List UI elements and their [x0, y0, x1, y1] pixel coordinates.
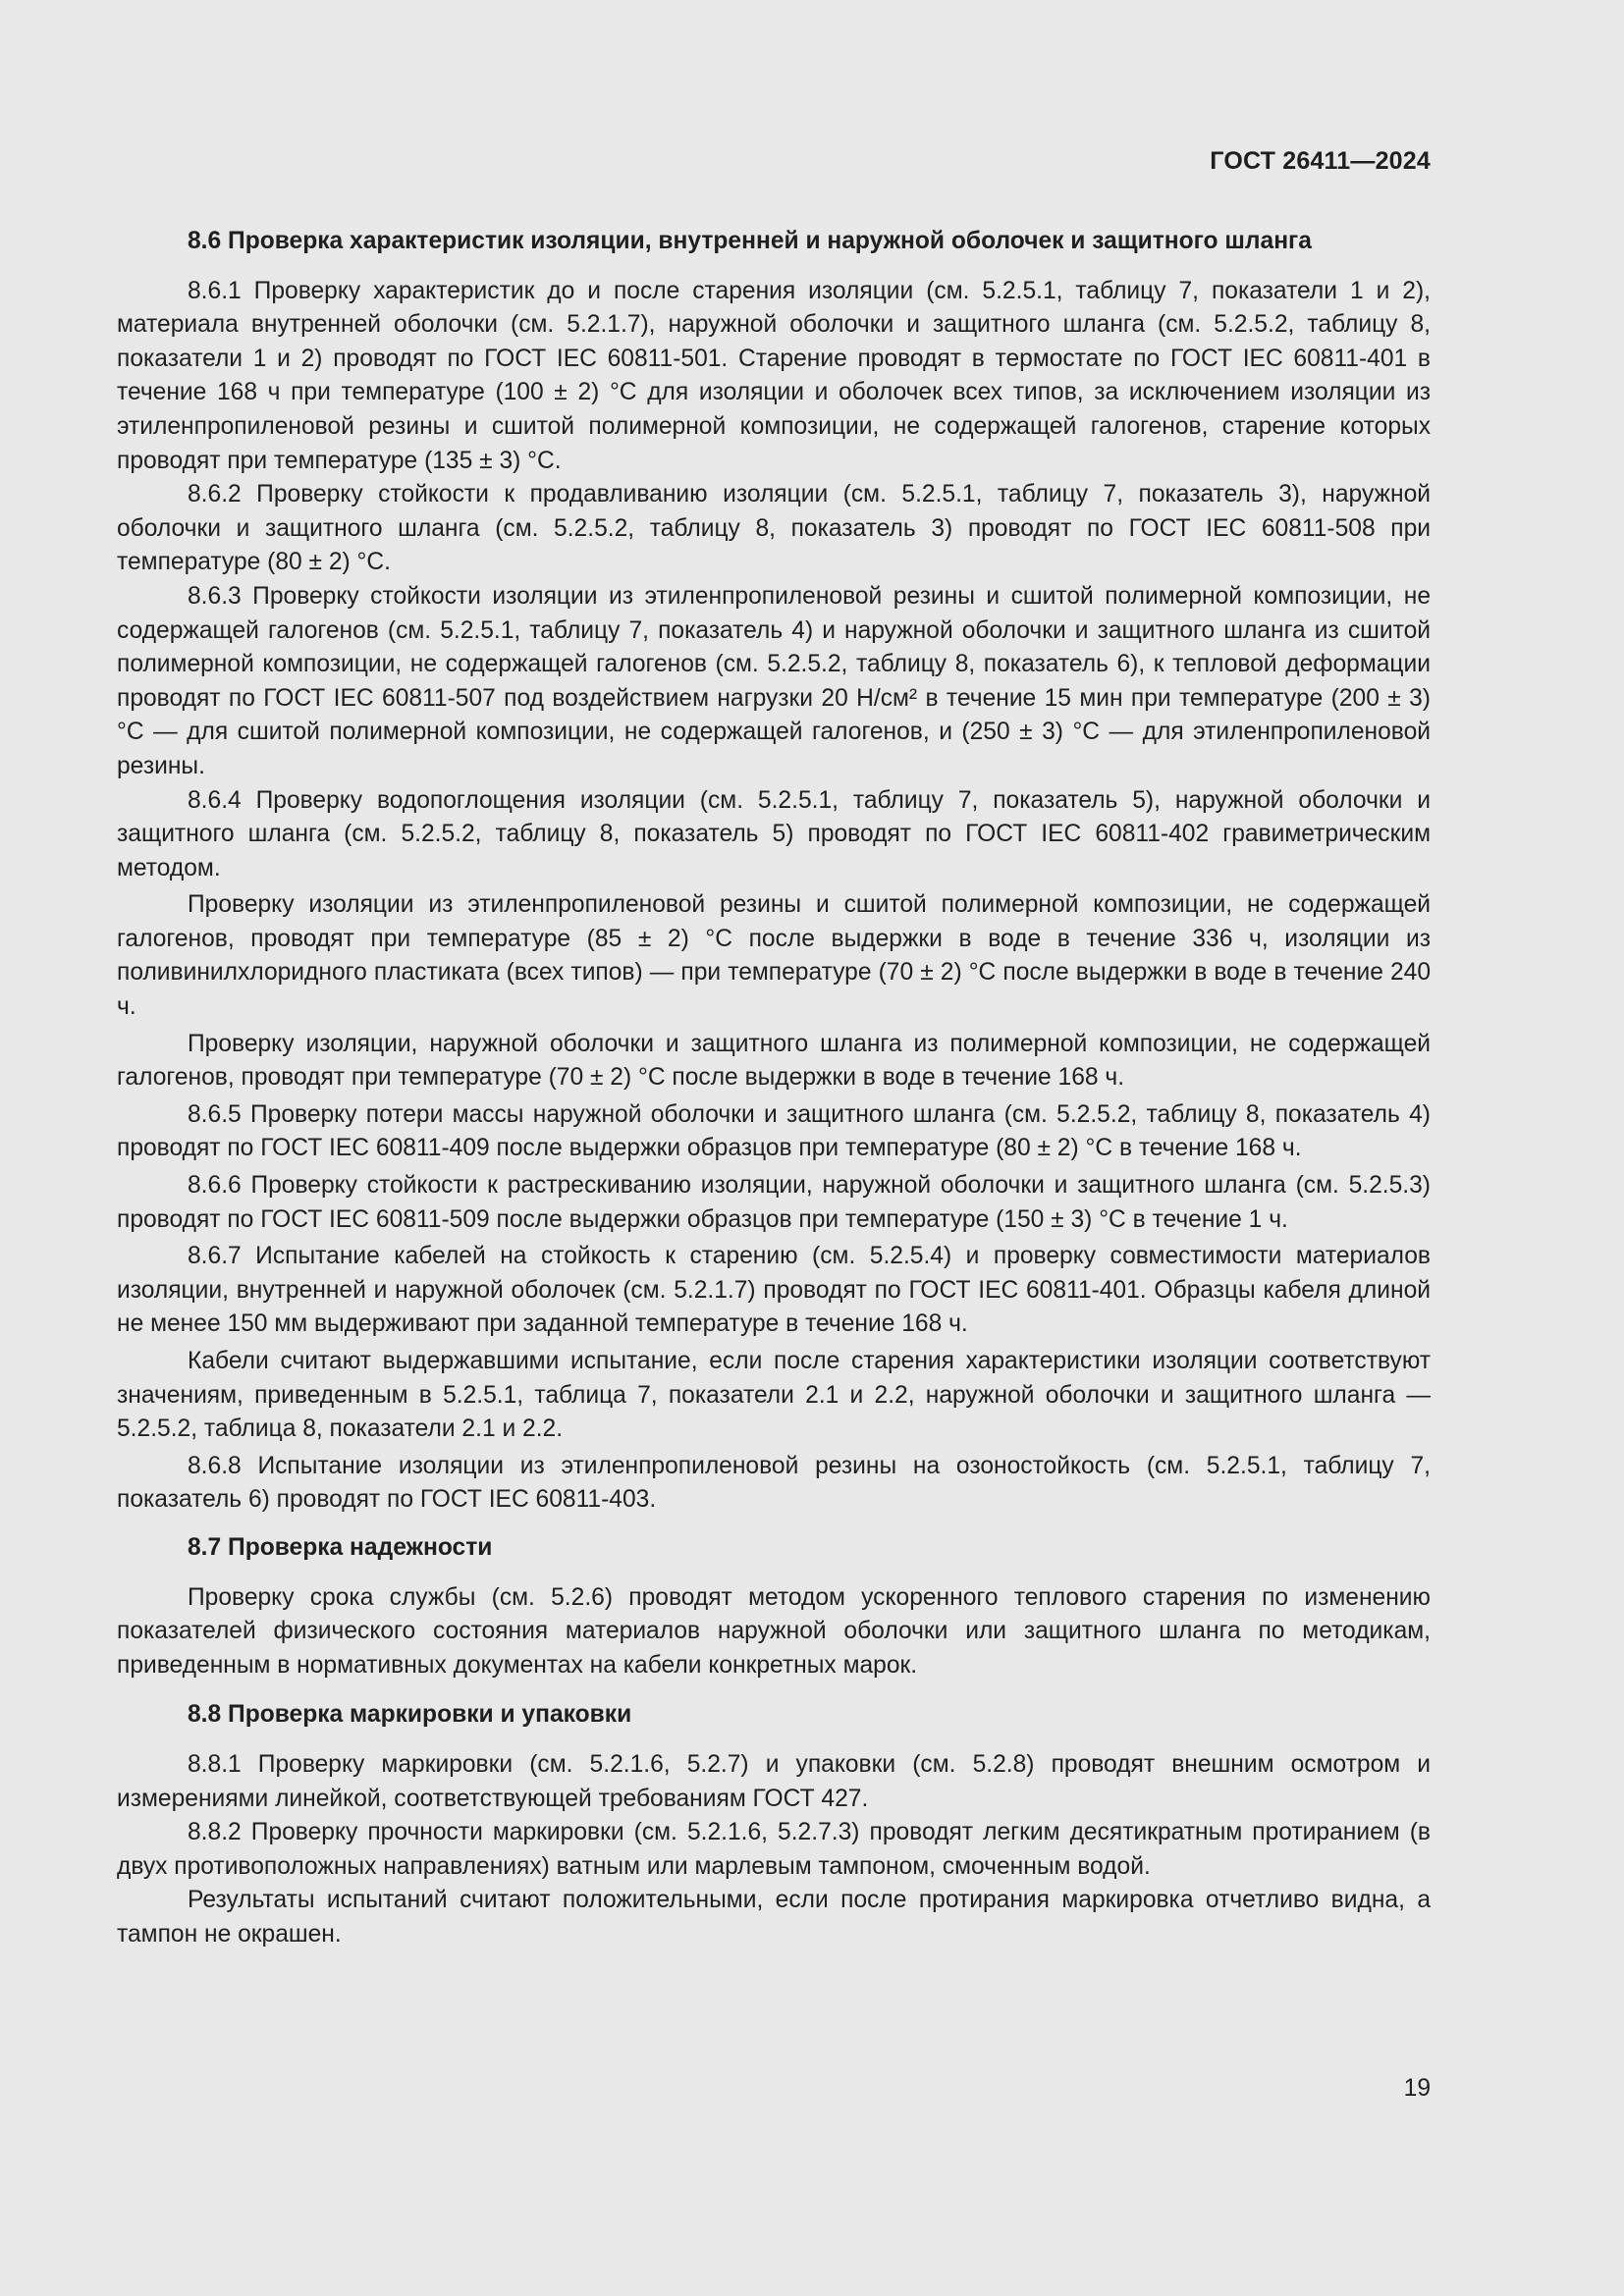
paragraph-8-6-1: 8.6.1 Проверку характеристик до и после старения изоляции (см. 5.2.5.1, таблицу 7, показатели 1 и 2), материала внутренней оболочки (см. 5.2.1.7), наружной оболочки и защитного шланга (см. 5.2.5.2, таблицу 8, показатели 1 и 2) проводят по ГОСТ IEC 60811-501. Старение проводят в термостате по ГОСТ IEC 60811-401 в течение 168 ч при температуре (100 ± 2) °С для изоляции и оболочек всех типов, за исключением изоляции из этиленпропиленовой резины и сшитой полимерной композиции, не содержащей галогенов, старение которых проводят при температуре (135 ± 3) °С.: [117, 277, 1431, 474]
section-heading-8-8: 8.8 Проверка маркировки и упаковки: [188, 1701, 632, 1729]
paragraph-water-absorption-epr: Проверку изоляции из этиленпропиленовой резины и сшитой полимерной композиции, не содержащей галогенов, проводят при температуре (85 ± 2) °С после выдержки в воде в течение 336 ч, изоляции из поливинилхлоридного пластиката (всех типов) — при температуре (70 ± 2) °С после выдержки в воде в течение 240 ч.: [117, 891, 1431, 1021]
paragraph-8-6-2: 8.6.2 Проверку стойкости к продавливанию изоляции (см. 5.2.5.1, таблицу 7, показатель 3), наружной оболочки и защитного шланга (см. 5.2.5.2, таблицу 8, показатель 3) проводят по ГОСТ IEC 60811-508 при температуре (80 ± 2) °С.: [117, 481, 1431, 576]
paragraph-8-6-4: 8.6.4 Проверку водопоглощения изоляции (см. 5.2.5.1, таблицу 7, показатель 5), наружной оболочки и защитного шланга (см. 5.2.5.2, таблицу 8, показатель 5) проводят по ГОСТ IEC 60811-402 гравиметрическим методом.: [117, 786, 1431, 881]
document-body: [117, 225, 1431, 1952]
paragraph-water-absorption-halogen-free: Проверку изоляции, наружной оболочки и защитного шланга из полимерной композиции, не содержащей галогенов, проводят при температуре (70 ± 2) °С после выдержки в воде в течение 168 ч.: [117, 1030, 1431, 1092]
section-heading-8-7: 8.7 Проверка надежности: [188, 1533, 493, 1561]
paragraph-reliability: Проверку срока службы (см. 5.2.6) проводят методом ускоренного теплового старения по изменению показателей физического состояния материалов наружной оболочки или защитного шланга по методикам, приведенным в нормативных документах на кабели конкретных марок.: [117, 1583, 1431, 1679]
paragraph-8-6-7: 8.6.7 Испытание кабелей на стойкость к старению (см. 5.2.5.4) и проверку совместимости материалов изоляции, внутренней и наружной оболочек (см. 5.2.1.7) проводят по ГОСТ IEC 60811-401. Образцы кабеля длиной не менее 150 мм выдерживают при заданной температуре в течение 168 ч.: [117, 1243, 1431, 1338]
page-number: 19: [1403, 2075, 1431, 2102]
paragraph-8-8-1: 8.8.1 Проверку маркировки (см. 5.2.1.6, 5.2.7) и упаковки (см. 5.2.8) проводят внешним осмотром и измерениями линейкой, соответствующей требованиям ГОСТ 427.: [117, 1750, 1431, 1812]
paragraph-8-6-6: 8.6.6 Проверку стойкости к растрескиванию изоляции, наружной оболочки и защитного шланга (см. 5.2.5.3) проводят по ГОСТ IEC 60811-509 после выдержки образцов при температуре (150 ± 3) °С в течение 1 ч.: [117, 1172, 1431, 1233]
paragraph-8-6-8: 8.6.8 Испытание изоляции из этиленпропиленовой резины на озоностойкость (см. 5.2.5.1, таблицу 7, показатель 6) проводят по ГОСТ IEC 60811-403.: [117, 1452, 1431, 1514]
section-heading-8-6: 8.6 Проверка характеристик изоляции, внутренней и наружной оболочек и защитного шланга: [188, 228, 1312, 254]
paragraph-8-6-5: 8.6.5 Проверку потери массы наружной оболочки и защитного шланга (см. 5.2.5.2, таблицу 8, показатель 4) проводят по ГОСТ IEC 60811-409 после выдержки образцов при температуре (80 ± 2) °С в течение 168 ч.: [117, 1100, 1431, 1162]
paragraph-aging-results: Кабели считают выдержавшими испытание, если после старения характеристики изоляции соответствуют значениям, приведенным в 5.2.5.1, таблица 7, показатели 2.1 и 2.2, наружной оболочки и защитного шланга — 5.2.5.2, таблица 8, показатели 2.1 и 2.2.: [117, 1348, 1431, 1443]
paragraph-8-8-2: 8.8.2 Проверку прочности маркировки (см. 5.2.1.6, 5.2.7.3) проводят легким десятикратным протиранием (в двух противоположных направлениях) ватным или марлевым тампоном, смоченным водой.: [117, 1819, 1431, 1880]
paragraph-test-results: Результаты испытаний считают положительными, если после протирания маркировка отчетливо видна, а тампон не окрашен.: [117, 1887, 1431, 1948]
standard-code: ГОСТ 26411—2024: [1210, 147, 1431, 175]
paragraph-8-6-3: 8.6.3 Проверку стойкости изоляции из этиленпропиленовой резины и сшитой полимерной композиции, не содержащей галогенов (см. 5.2.5.1, таблицу 7, показатель 4) и наружной оболочки и защитного шланга из сшитой полимерной композиции, не содержащей галогенов (см. 5.2.5.2, таблицу 8, показатель 6), к тепловой деформации проводят по ГОСТ IEC 60811-507 под воздействием нагрузки 20 Н/см² в течение 15 мин при температуре (200 ± 3) °С — для сшитой полимерной композиции, не содержащей галогенов, и (250 ± 3) °С — для этиленпропиленовой резины.: [117, 582, 1431, 779]
